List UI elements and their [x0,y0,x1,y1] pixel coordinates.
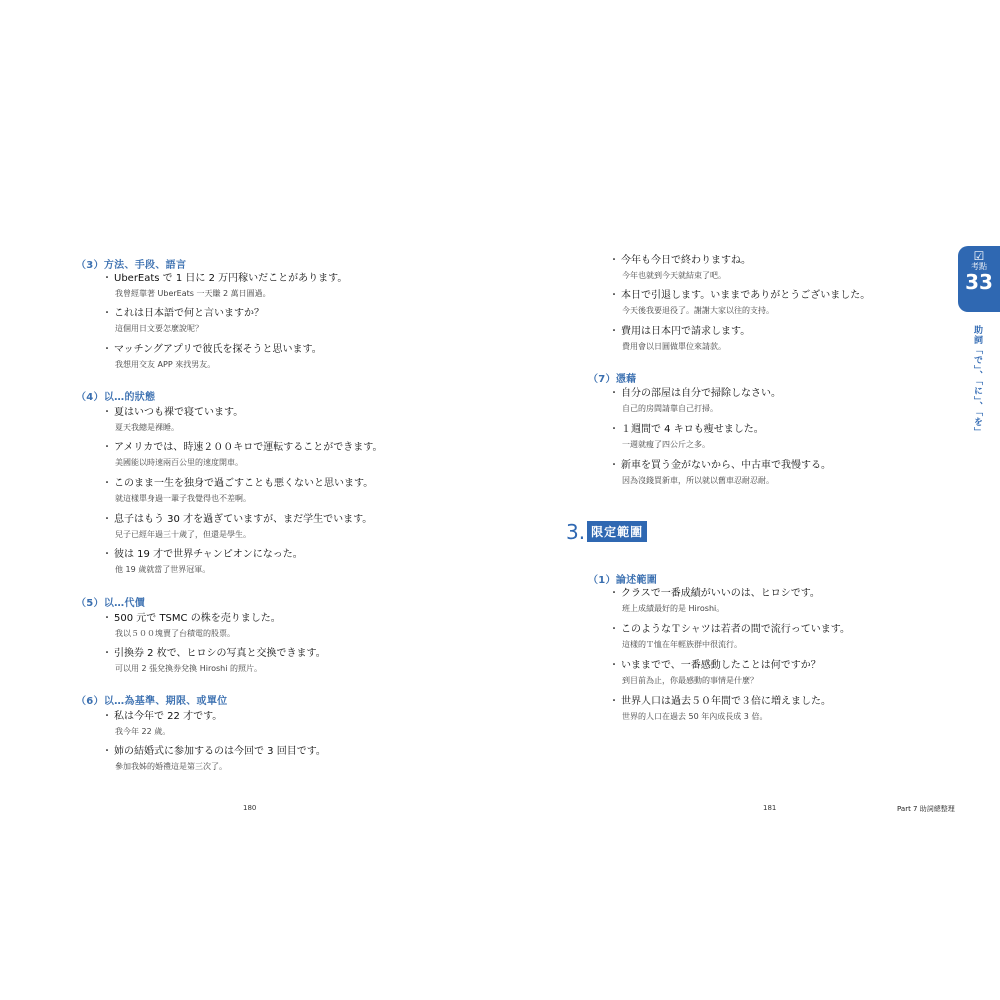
example-item [609,660,821,686]
chapter-tab [958,246,1000,312]
japanese-sentence: ・ 世界人口は過去５０年間で３倍に増えました。 [609,696,831,708]
chinese-translation: 兒子已經年過三十歲了，但還是學生。 [115,530,251,539]
chinese-translation: 我想用交友 APP 來找男友。 [115,360,216,369]
example-item [609,388,781,414]
chinese-translation: 我曾經靠著 UberEats 一天賺 2 萬日圓過。 [115,289,271,298]
section-header: （6）以…為基準、期限、或單位 [76,696,228,707]
section-dot: . [578,520,586,544]
chinese-translation: 今年也就到今天就結束了吧。 [622,271,726,280]
chinese-translation: 這個用日文要怎麼說呢？ [115,324,203,333]
section-header: （3）方法、手段、語言 [76,260,187,271]
section-title: 限定範圍 [587,521,647,542]
section-header: （5）以…代價 [76,598,146,609]
section-header: （7）憑藉 [588,374,637,385]
japanese-sentence: ・ 自分の部屋は自分で掃除しなさい。 [609,388,781,400]
example-item [609,588,820,614]
japanese-sentence: ・ マッチングアプリで彼氏を探そうと思います。 [102,344,322,356]
japanese-sentence: ・ 夏はいつも裸で寝ています。 [102,407,243,419]
tab-number: 33 [965,270,993,294]
section-header: （4）以…的狀態 [76,392,156,403]
checkbox-icon: ☑ [973,249,985,263]
japanese-sentence: ・ これは日本語で何と言いますか？ [102,308,264,320]
right-page [500,0,1000,1000]
example-item [609,290,870,316]
japanese-sentence: ・ アメリカでは、時速２００キロで運転することができます。 [102,442,383,454]
example-item [609,460,831,486]
japanese-sentence: ・ 彼は 19 才で世界チャンピオンになった。 [102,549,303,561]
example-item [102,711,222,737]
example-item [102,407,243,433]
chinese-translation: 參加我姊的婚禮這是第三次了。 [115,762,227,771]
japanese-sentence: ・ 姉の結婚式に参加するのは今回で 3 回目です。 [102,746,326,758]
example-item [609,624,850,650]
japanese-sentence: ・ クラスで一番成績がいいのは、ヒロシです。 [609,588,820,600]
chinese-translation: 費用會以日圓做單位來請款。 [622,342,726,351]
example-item [102,273,347,299]
japanese-sentence: ・ 新車を買う金がないから、中古車で我慢する。 [609,460,831,472]
japanese-sentence: ・ 私は今年で 22 才です。 [102,711,222,723]
section-header: （1）論述範圍 [588,575,658,586]
chinese-translation: 我以５００塊賣了台積電的股票。 [115,629,235,638]
chinese-translation: 今天後我要退役了。謝謝大家以往的支持。 [622,306,774,315]
tab-label: 考點 [971,262,987,271]
chinese-translation: 班上成績最好的是 Hiroshi。 [622,604,725,613]
japanese-sentence: ・ 費用は日本円で請求します。 [609,326,750,338]
example-item [102,746,326,772]
chinese-translation: 我今年 22 歲。 [115,727,171,736]
chinese-translation: 他 19 歲就當了世界冠軍。 [115,565,211,574]
example-item [102,478,373,504]
page-number: 181 [763,804,777,812]
chinese-translation: 到目前為止，你最感動的事情是什麼？ [622,676,758,685]
section-heading [566,520,647,544]
example-item [609,255,751,281]
example-item [102,549,303,575]
example-item [102,344,322,370]
example-item [609,424,764,450]
chinese-translation: 就這樣單身過一輩子我覺得也不差啊。 [115,494,251,503]
chinese-translation: 自己的房間請靠自己打掃。 [622,404,718,413]
japanese-sentence: ・ 息子はもう 30 才を過ぎていますが、まだ学生でいます。 [102,514,372,526]
japanese-sentence: ・ このようなＴシャツは若者の間で流行っています。 [609,624,850,636]
section-number: 3 [566,520,579,544]
japanese-sentence: ・ UberEats で 1 日に 2 万円稼いだことがあります。 [102,273,347,285]
chinese-translation: 可以用 2 張兌換券兌換 Hiroshi 的照片。 [115,664,262,673]
example-item [102,514,372,540]
example-item [609,696,831,722]
japanese-sentence: ・ 本日で引退します。いままでありがとうございました。 [609,290,870,302]
japanese-sentence: ・ 500 元で TSMC の株を売りました。 [102,613,281,625]
japanese-sentence: ・ このまま一生を独身で過ごすことも悪くないと思います。 [102,478,373,490]
page-number: 180 [243,804,257,812]
japanese-sentence: ・ いままでで、一番感動したことは何ですか？ [609,660,821,672]
example-item [609,326,750,352]
chinese-translation: 這樣的Ｔ恤在年輕族群中很流行。 [622,640,742,649]
footer-part-title: Part 7 助詞總整理 [897,805,955,813]
japanese-sentence: ・ 今年も今日で終わりますね。 [609,255,751,267]
example-item [102,308,264,334]
japanese-sentence: ・ １週間で 4 キロも痩せました。 [609,424,764,436]
side-chapter-title: 助詞「で」、「に」、「を」 [972,325,982,437]
chinese-translation: 夏天我總是裸睡。 [115,423,179,432]
chinese-translation: 一週就瘦了四公斤之多。 [622,440,710,449]
example-item [102,648,326,674]
japanese-sentence: ・ 引換券 2 枚で、ヒロシの写真と交換できます。 [102,648,326,660]
chinese-translation: 因為沒錢買新車，所以就以舊車忍耐忍耐。 [622,476,774,485]
example-item [102,613,281,639]
example-item [102,442,383,468]
chinese-translation: 美國能以時速兩百公里的速度開車。 [115,458,243,467]
chinese-translation: 世界的人口在過去 50 年內成長成 3 倍。 [622,712,768,721]
